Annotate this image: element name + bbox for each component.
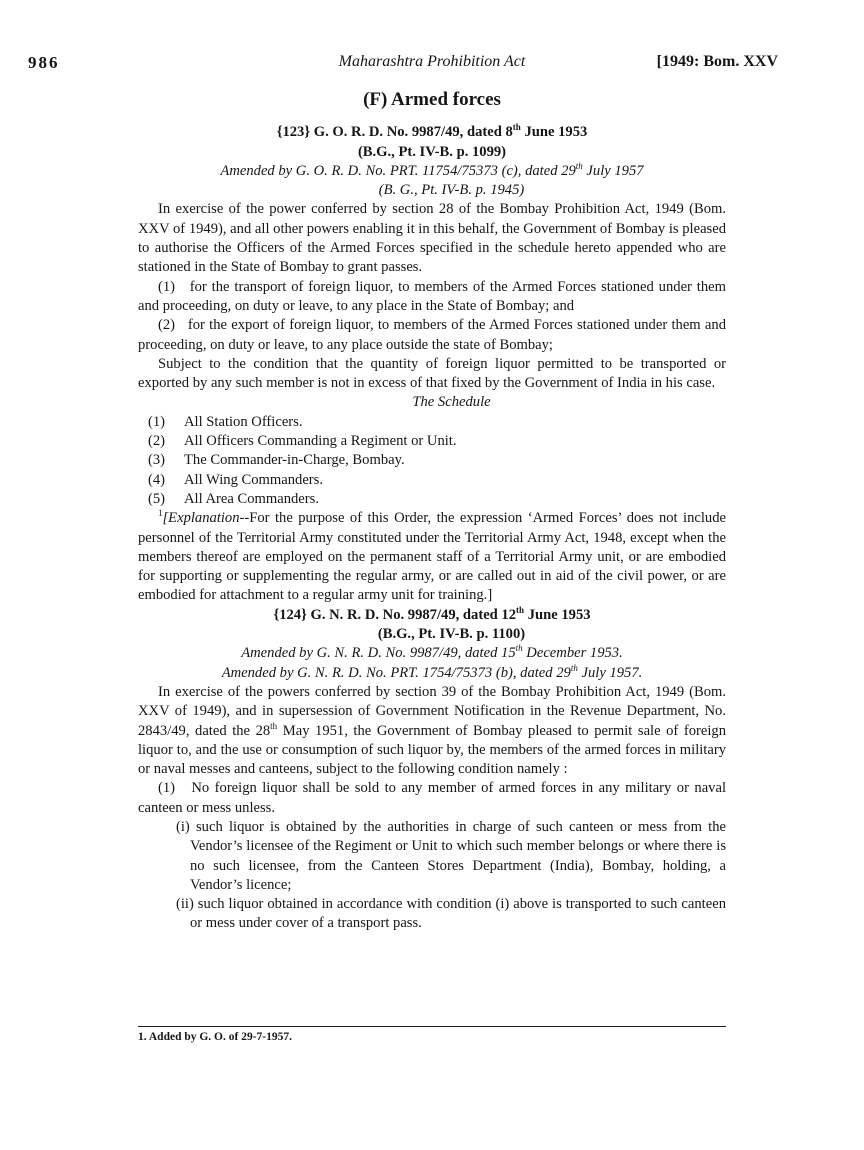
- explanation-paragraph: $^1$[Explanation--For the purpose of this Order, the expression ‘Armed Forces’ does not include personnel of the Territorial Army constituted under the Territorial Army Act, 1948, except when the members thereof are employed on the permanent staff of a Territorial Army unit, or are embodied for supporting or supplementing the regular army, or are called out in aid of the civil power, or are embodied for attachment to a regular army unit for training.]: [138, 508, 726, 604]
- list-item: (1) All Station Officers.: [148, 413, 303, 430]
- order-124-gazette: (B.G., Pt. IV-B. p. 1100): [377, 626, 526, 643]
- list-item: (3) The Commander-in-Charge, Bombay.: [148, 452, 405, 469]
- order-124-condition-ii: (ii) such liquor obtained in accordance with condition (i) above is transported to such canteen or mess under cover of a transport pass.: [176, 896, 726, 932]
- list-item: (2) All Officers Commanding a Regiment or Unit.: [148, 433, 457, 450]
- schedule-list: [138, 413, 726, 509]
- schedule-title: The Schedule: [412, 394, 491, 411]
- order-123-paragraph-2: Subject to the condition that the quantity of foreign liquor permitted to be transported or exported by any such member is not in excess of that fixed by the Government of India in his case.: [138, 355, 726, 392]
- section-title: (F) Armed forces: [363, 89, 501, 110]
- running-title: Maharashtra Prohibition Act: [338, 53, 526, 70]
- footnote-marker: 1: [158, 508, 163, 519]
- order-123-heading: {123} G. O. R. D. No. 9987/49, dated 8th June 1953: [276, 122, 588, 141]
- list-item: (5) All Area Commanders.: [148, 490, 319, 507]
- footnote-divider: [138, 1026, 726, 1027]
- footnote: 1. Added by G. O. of 29-7-1957.: [138, 1031, 292, 1043]
- order-124-paragraph-1: In exercise of the powers conferred by section 39 of the Bombay Prohibition Act, 1949 (Bom. XXV of 1949), and in supersession of Government Notification in the Revenue Department, No. 2843/49, dated the 28th May 1951, the Government of Bombay pleased to permit sale of foreign liquor to, and the use or consumption of such liquor by, the members of the armed forces in military or naval messes and canteens, subject to the following condition namely :: [138, 683, 726, 778]
- order-123-clause-1: (1) for the transport of foreign liquor, to members of the Armed Forces stationed under them and proceeding, on duty or leave, to any place in the State of Bombay; and: [138, 278, 726, 314]
- order-124-amendment-1: Amended by G. N. R. D. No. 9987/49, dated 15th December 1953.: [241, 643, 623, 662]
- order-124-heading: {124} G. N. R. D. No. 9987/49, dated 12th June 1953: [273, 604, 591, 623]
- order-123-amendment-gazette: (B. G., Pt. IV-B. p. 1945): [378, 182, 525, 199]
- page-body: [138, 90, 726, 934]
- order-124-clause-1: (1) No foreign liquor shall be sold to any member of armed forces in any military or naval canteen or mess unless.: [138, 780, 726, 816]
- order-123-clause-2: (2) for the export of foreign liquor, to members of the Armed Forces stationed under them and proceeding, on duty or leave, to any place outside the state of Bombay;: [138, 317, 726, 353]
- list-item: (4) All Wing Commanders.: [148, 471, 323, 488]
- order-124-amendment-2: Amended by G. N. R. D. No. PRT. 1754/75373 (b), dated 29th July 1957.: [221, 662, 643, 681]
- order-123-gazette: (B.G., Pt. IV-B. p. 1099): [357, 143, 507, 160]
- act-reference: [1949: Bom. XXV: [656, 53, 778, 70]
- order-123-paragraph-1: In exercise of the power conferred by section 28 of the Bombay Prohibition Act, 1949 (Bom. XXV of 1949), and all other powers enabling it in this behalf, the Government of Bombay is pleased to authorise the Officers of the Armed Forces specified in the schedule hereto appended who are stationed in the State of Bombay to grant passes.: [138, 201, 726, 276]
- page-number: 986: [28, 53, 60, 72]
- order-124-condition-i: (i) such liquor is obtained by the authorities in charge of such canteen or mess from the Vendor’s licensee of the Regiment or Unit to which such member belongs or where there is no such licensee, from the Canteen Stores Department (India), Bombay, holding, a Vendor’s licence;: [176, 818, 726, 893]
- order-123-amendment: Amended by G. O. R. D. No. PRT. 11754/75373 (c), dated 29th July 1957: [220, 161, 644, 179]
